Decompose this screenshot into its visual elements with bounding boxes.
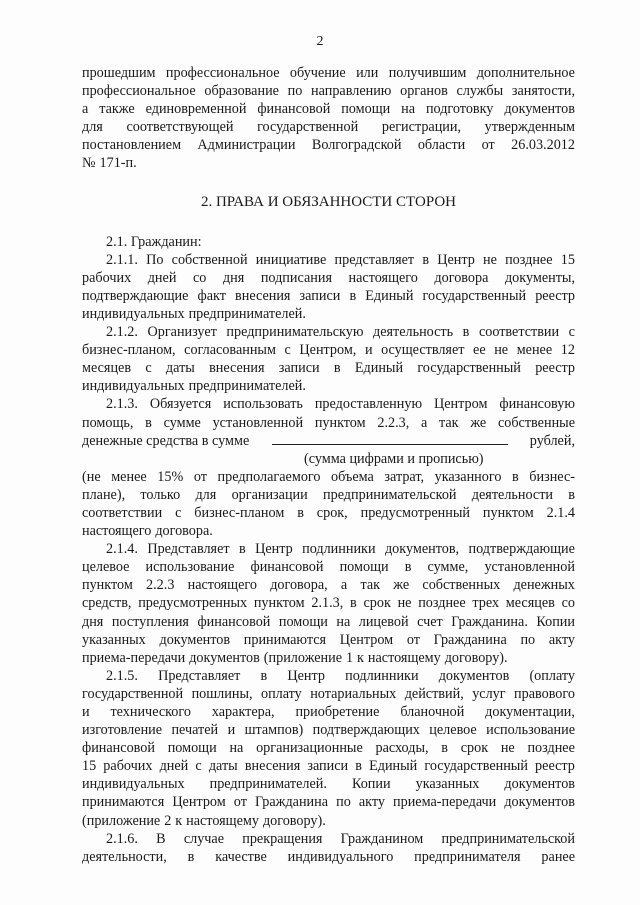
text-line: соответствии с бизнес-планом в срок, предусмотренный пунктом 2.1.4 (82, 504, 575, 521)
document-body (82, 64, 575, 866)
text-line: прошедшим профессиональное обучение или получившим дополнительное (82, 65, 575, 81)
text-line: индивидуальных предпринимателей. (82, 378, 306, 395)
text-line: 2.1.3. Обязуется использовать предоставленную Центром финансовую (106, 396, 575, 413)
sum-prefix: денежные средства в сумме (82, 432, 250, 449)
text-line: бизнес-планом, согласованным с Центром, и осуществляет ее не менее 12 (82, 342, 575, 359)
text-line: плане), только для организации предпринимательской деятельности в (82, 486, 575, 503)
text-line: изготовление печатей и штампов) подтверждающих целевое использование (82, 722, 575, 739)
text-line: принимаются Центром от Гражданина по акту приема-передачи документов (82, 794, 575, 811)
text-line: индивидуальных предпринимателей. (82, 305, 306, 322)
intro-paragraph (82, 64, 575, 173)
text-line: месяцев с даты внесения записи в Единый государственный реестр (82, 360, 575, 377)
clause-2-1-5 (82, 667, 575, 830)
text-line: финансовой помощи на организационные расходы, в срок не позднее (82, 740, 575, 757)
page-number: 2 (316, 34, 324, 49)
text-line: дня поступления финансовой помощи на лицевой счет Гражданина. Копии (82, 613, 575, 630)
text-line: (приложение 2 к настоящему договору). (82, 812, 326, 829)
sum-line (82, 432, 575, 450)
text-line: 2.1.1. По собственной инициативе представляет в Центр не позднее 15 (106, 251, 575, 268)
clause-2-1-6 (82, 830, 575, 866)
text-line: государственной пошлины, оплату нотариальных действий, услуг правового (82, 685, 575, 702)
section-heading: 2. ПРАВА И ОБЯЗАННОСТИ СТОРОН (200, 193, 457, 210)
text-line: 2.1.4. Представляет в Центр подлинники документов, подтверждающие (106, 541, 575, 558)
text-line: № 171-п. (82, 155, 137, 172)
text-line: 2.1.5. Представляет в Центр подлинники документов (оплату (106, 667, 575, 684)
text-line: индивидуальных предпринимателей. Копии указанных документов (82, 776, 575, 793)
text-line: 2.1.6. В случае прекращения Гражданином предпринимательской (106, 830, 575, 847)
text-line: приема-передачи документов (приложение 1 к настоящему договору). (82, 649, 508, 666)
text-line: деятельности, в качестве индивидуального предпринимателя ранее (82, 848, 575, 865)
text-line: (не менее 15% от предполагаемого объема затрат, указанного в бизнес- (82, 468, 575, 485)
clause-2-1-4 (82, 540, 575, 667)
text-line: постановлением Администрации Волгоградской области от 26.03.2012 (82, 137, 575, 154)
text-line: настоящего договора. (82, 523, 213, 540)
text-line: и технического характера, приобретение бланочной документации, (82, 704, 575, 720)
sum-caption: (сумма цифрами и прописью) (304, 450, 484, 467)
text-line: рабочих дней со дня подписания настоящего договора документы, (82, 269, 575, 286)
sum-suffix: рублей, (529, 432, 575, 449)
text-line: пунктом 2.2.3 настоящего договора, а так же собственных денежных (82, 577, 575, 594)
clause-2-1-2 (82, 323, 575, 395)
text-line: средств, предусмотренных пунктом 2.1.3, в срок не позднее трех месяцев со (82, 595, 575, 612)
text-line: а также единовременной финансовой помощи на подготовку документов (82, 101, 575, 118)
clause-2-1-3 (82, 395, 575, 540)
text-line: подтверждающие факт внесения записи в Единый государственный реестр (82, 287, 575, 304)
clause-2-1-1 (82, 251, 575, 323)
text-line: помощь, в сумме установленной пунктом 2.2.3, а так же собственные (82, 414, 575, 431)
text-line: 2.1.2. Организует предпринимательскую деятельность в соответствии с (106, 324, 575, 341)
text-line: целевое использование финансовой помощи в сумме, установленной (82, 559, 575, 576)
clause-2-1 (82, 233, 575, 251)
text-line: для соответствующей государственной регистрации, утвержденным (82, 119, 575, 136)
text-line: 15 рабочих дней с даты внесения записи в Единый государственный реестр (82, 758, 575, 775)
text-line: профессиональное образование по направлению органов службы занятости, (82, 83, 575, 100)
clause-2-1-text: 2.1. Гражданин: (106, 233, 202, 250)
text-line: указанных документов принимаются Центром от Гражданина по акту (82, 631, 575, 648)
sum-blank-field (272, 432, 508, 445)
